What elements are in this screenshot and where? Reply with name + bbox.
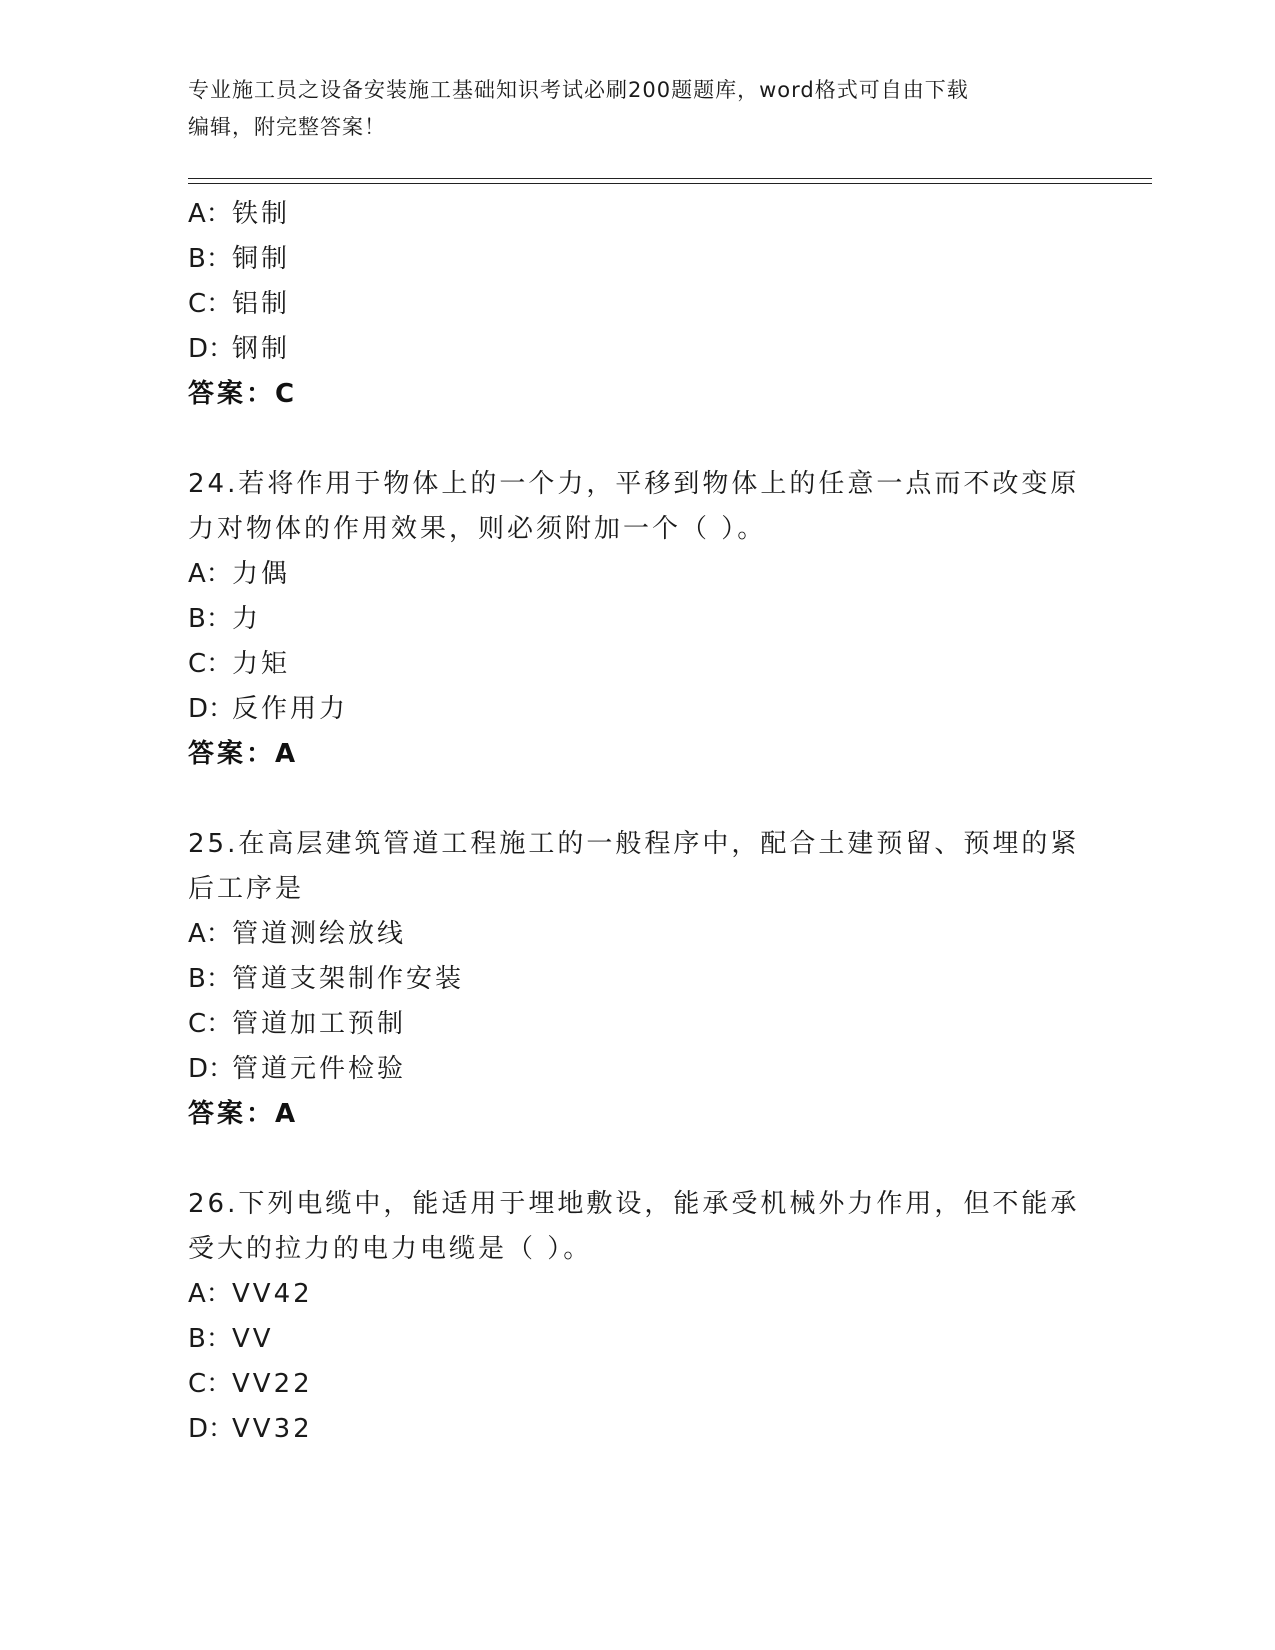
option-text: 管道加工预制 <box>232 1009 407 1039</box>
question-stem-line-2: 后工序是 <box>188 874 305 904</box>
option-letter: B： <box>188 244 232 274</box>
option-c <box>188 643 290 680</box>
header-title-line-2: 编辑，附完整答案！ <box>188 115 386 139</box>
answer-line: 答案：C <box>188 379 298 409</box>
option-c <box>188 283 290 320</box>
option-c <box>188 1363 313 1400</box>
option-c <box>188 1003 406 1040</box>
option-d <box>188 328 290 365</box>
header-divider-top <box>188 178 1152 179</box>
header-title-line-1: 专业施工员之设备安装施工基础知识考试必刷200题题库，word格式可自由下载 <box>188 78 969 102</box>
answer-line: 答案：A <box>188 1099 299 1129</box>
option-a <box>188 1273 313 1310</box>
option-text: 铁制 <box>232 199 291 229</box>
option-text: 力偶 <box>232 559 291 589</box>
option-letter: C： <box>188 1369 233 1399</box>
option-text: 力矩 <box>232 649 291 679</box>
option-text: VV22 <box>232 1369 313 1399</box>
option-letter: C： <box>188 1009 233 1039</box>
option-b <box>188 598 261 635</box>
question-stem-line-1: 24.若将作用于物体上的一个力，平移到物体上的任意一点而不改变原 <box>188 469 1080 499</box>
option-letter: B： <box>188 1324 232 1354</box>
header-divider-bottom <box>188 183 1152 184</box>
option-letter: B： <box>188 604 232 634</box>
option-letter: B： <box>188 964 232 994</box>
option-d <box>188 1048 406 1085</box>
option-b <box>188 958 464 995</box>
option-letter: C： <box>188 649 233 679</box>
option-text: 反作用力 <box>232 694 349 724</box>
question-stem-line-2: 力对物体的作用效果，则必须附加一个（ ）。 <box>188 514 767 544</box>
option-letter: A： <box>188 1279 232 1309</box>
option-letter: D： <box>188 1054 235 1084</box>
answer-line: 答案：A <box>188 739 299 769</box>
option-text: VV32 <box>232 1414 313 1444</box>
option-letter: A： <box>188 199 232 229</box>
question-stem-line-2: 受大的拉力的电力电缆是（ ）。 <box>188 1234 593 1264</box>
option-b <box>188 1318 274 1355</box>
option-letter: A： <box>188 559 232 589</box>
option-letter: D： <box>188 1414 235 1444</box>
option-b <box>188 238 290 275</box>
option-text: 管道测绘放线 <box>232 919 407 949</box>
option-letter: C： <box>188 289 233 319</box>
option-a <box>188 193 290 230</box>
option-text: VV <box>232 1324 274 1354</box>
option-text: 管道元件检验 <box>232 1054 407 1084</box>
option-text: 铝制 <box>232 289 291 319</box>
option-a <box>188 913 406 950</box>
option-text: 力 <box>232 604 262 634</box>
option-text: 钢制 <box>232 334 291 364</box>
option-text: 管道支架制作安装 <box>232 964 465 994</box>
option-letter: A： <box>188 919 232 949</box>
document-header <box>188 72 1068 146</box>
option-text: 铜制 <box>232 244 291 274</box>
option-text: VV42 <box>232 1279 313 1309</box>
option-d <box>188 688 348 725</box>
question-stem-line-1: 25.在高层建筑管道工程施工的一般程序中，配合土建预留、预埋的紧 <box>188 829 1080 859</box>
option-letter: D： <box>188 334 235 364</box>
option-a <box>188 553 290 590</box>
option-d <box>188 1408 313 1445</box>
question-stem-line-1: 26.下列电缆中，能适用于埋地敷设，能承受机械外力作用，但不能承 <box>188 1189 1080 1219</box>
option-letter: D： <box>188 694 235 724</box>
